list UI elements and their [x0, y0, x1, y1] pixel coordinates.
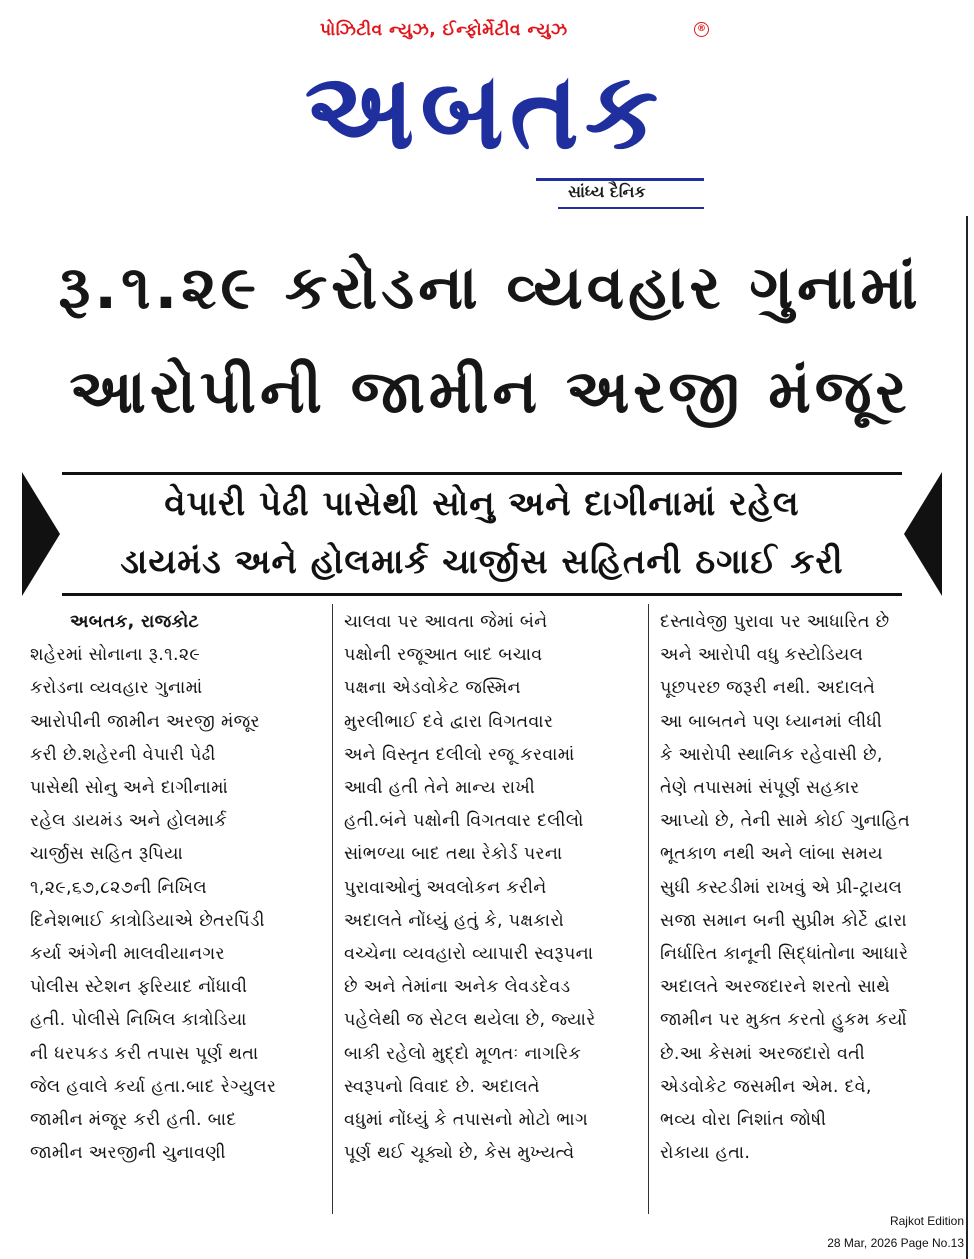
article-line: પક્ષોની રજૂઆત બાદ બચાવ: [344, 645, 543, 666]
column-1-text: [30, 639, 322, 1170]
article-line: નિર્ધારિત કાનૂની સિદ્ધાંતોના આધારે: [660, 944, 909, 965]
article-line: રોકાયા હતા.: [660, 1143, 751, 1164]
article-line: વચ્ચેના વ્યવહારો વ્યાપારી સ્વરૂપના: [344, 944, 594, 965]
article-line: કે આરોપી સ્થાનિક રહેવાસી છે,: [660, 744, 883, 765]
article-line: શહેરમાં સોનાના રૂ.૧.૨૯: [30, 645, 201, 666]
article-line: ૧,૨૯,૬૭,૮૨૭ની નિખિલ: [30, 877, 207, 898]
article-line: અને આરોપી વધુ કસ્ટોડિયલ: [660, 645, 864, 666]
masthead-subtitle: સાંધ્ય દૈનિક: [568, 182, 646, 201]
article-line: જેલ હવાલે કર્યા હતા.બાદ રેગ્યુલર: [30, 1076, 277, 1097]
article-byline: અબતક, રાજકોટ: [70, 612, 200, 632]
masthead-underline: [558, 207, 704, 209]
article-line: જામીન મંજૂર કરી હતી. બાદ: [30, 1110, 237, 1131]
article-line: જામીન પર મુક્ત કરતો હુકમ કર્યો: [660, 1010, 907, 1031]
banner-left-arrow: [22, 472, 60, 596]
article-line: હતી.બંને પક્ષોની વિગતવાર દલીલો: [344, 811, 584, 832]
subhead-box: [62, 472, 902, 596]
article-line: પૂર્ણ થઈ ચૂક્યો છે, કેસ મુખ્યત્વે: [344, 1143, 575, 1164]
page-edge-rule: [966, 216, 968, 1259]
article-line: આવી હતી તેને માન્ય રાખી: [344, 778, 536, 799]
article-line: તેણે તપાસમાં સંપૂર્ણ સહકાર: [660, 778, 860, 799]
article-line: પુરાવાઓનું અવલોકન કરીને: [344, 877, 547, 898]
edition-label: Rajkot Edition: [889, 1214, 964, 1228]
column-3-text: [660, 606, 952, 1170]
article-line: પોલીસ સ્ટેશન ફરિયાદ નોંધાવી: [30, 977, 248, 998]
column-divider: [648, 604, 649, 1214]
article-column-2: [344, 606, 636, 1170]
article-line: પક્ષના એડવોકેટ જસ્મિન: [344, 678, 521, 699]
article-line: કર્યા અંગેની માલવીયાનગર: [30, 944, 225, 965]
article-line: મુરલીભાઈ દવે દ્વારા વિગતવાર: [344, 711, 554, 732]
page-info: 28 Mar, 2026 Page No.13: [827, 1236, 964, 1250]
column-divider: [332, 604, 333, 1214]
article-line: આરોપીની જામીન અરજી મંજૂર: [30, 711, 260, 732]
article-line: અદાલતે નોંધ્યું હતું કે, પક્ષકારો: [344, 910, 565, 931]
headline-line-2: આરોપીની જામીન અરજી મંજૂર: [69, 357, 911, 427]
article-line: કરોડના વ્યવહાર ગુનામાં: [30, 678, 203, 699]
masthead-tagline: પોઝિટીવ ન્યુઝ, ઈન્ફોર્મેટીવ ન્યુઝ: [320, 20, 568, 40]
article-line: છે અને તેમાંના અનેક લેવડદેવડ: [344, 977, 571, 998]
article-line: આ બાબતને પણ ધ્યાનમાં લીધી: [660, 711, 883, 732]
article-line: સ્વરૂપનો વિવાદ છે. અદાલતે: [344, 1076, 540, 1097]
headline-line-1: રૂ.૧.૨૯ કરોડના વ્યવહાર ગુનામાં: [58, 253, 922, 323]
article-line: દિનેશભાઈ કાત્રોડિયાએ છેતરપિંડી: [30, 910, 265, 931]
newspaper-logo: અબતક: [304, 48, 665, 174]
article-line: એડવોકેટ જસમીન એમ. દવે,: [660, 1076, 872, 1097]
article-line: દસ્તાવેજી પુરાવા પર આધારિત છે: [660, 612, 890, 632]
article-column-3: [660, 606, 952, 1170]
article-column-1: [30, 606, 322, 1170]
headline: [22, 236, 958, 444]
article-line: ની ધરપકડ કરી તપાસ પૂર્ણ થતા: [30, 1043, 259, 1064]
article-line: રહેલ ડાયમંડ અને હોલમાર્ક: [30, 811, 227, 832]
registered-mark: ®: [694, 22, 709, 37]
article-line: સાંભળ્યા બાદ તથા રેકોર્ડ પરના: [344, 844, 563, 865]
article-line: અદાલતે અરજદારને શરતો સાથે: [660, 977, 891, 998]
article-line: કરી છે.શહેરની વેપારી પેઢી: [30, 744, 216, 765]
article-line: ચાલવા પર આવતા જેમાં બંને: [344, 612, 548, 632]
article-line: આપ્યો છે, તેની સામે કોઈ ગુનાહિત: [660, 811, 910, 832]
article-line: પાસેથી સોનુ અને દાગીનામાં: [30, 778, 229, 799]
article-line: ચાર્જીસ સહિત રૂપિયા: [30, 844, 184, 865]
subhead-banner: [22, 472, 942, 596]
article-line: છે.આ કેસમાં અરજદારો વતી: [660, 1043, 866, 1064]
article-line: બાકી રહેલો મુદ્દો મૂળતઃ નાગરિક: [344, 1043, 582, 1064]
subhead-line-2: ડાયમંડ અને હોલમાર્ક ચાર્જીસ સહિતની ઠગાઈ કરી: [120, 542, 844, 582]
article-line: ભવ્ય વોરા નિશાંત જોષી: [660, 1110, 827, 1131]
masthead: [262, 18, 712, 208]
article-line: હતી. પોલીસે નિખિલ કાત્રોડિયા: [30, 1010, 247, 1031]
article-line: સજા સમાન બની સુપ્રીમ કોર્ટે દ્વારા: [660, 910, 907, 931]
subhead-line-1: વેપારી પેઢી પાસેથી સોનુ અને દાગીનામાં રહેલ: [164, 484, 800, 524]
article-line: પહેલેથી જ સેટલ થયેલા છે, જ્યારે: [344, 1010, 596, 1031]
article-line: ભૂતકાળ નથી અને લાંબા સમય: [660, 844, 883, 865]
banner-right-arrow: [904, 472, 942, 596]
article-line: સુધી કસ્ટડીમાં રાખવું એ પ્રી-ટ્રાયલ: [660, 877, 903, 898]
masthead-rule: [536, 178, 704, 181]
article-line: વધુમાં નોંધ્યું કે તપાસનો મોટો ભાગ: [344, 1110, 589, 1131]
column-2-text: [344, 606, 636, 1170]
article-line: અને વિસ્તૃત દલીલો રજૂ કરવામાં: [344, 744, 575, 765]
article-line: પૂછપરછ જરૂરી નથી. અદાલતે: [660, 678, 876, 699]
article-line: જામીન અરજીની ચુનાવણી: [30, 1143, 226, 1164]
